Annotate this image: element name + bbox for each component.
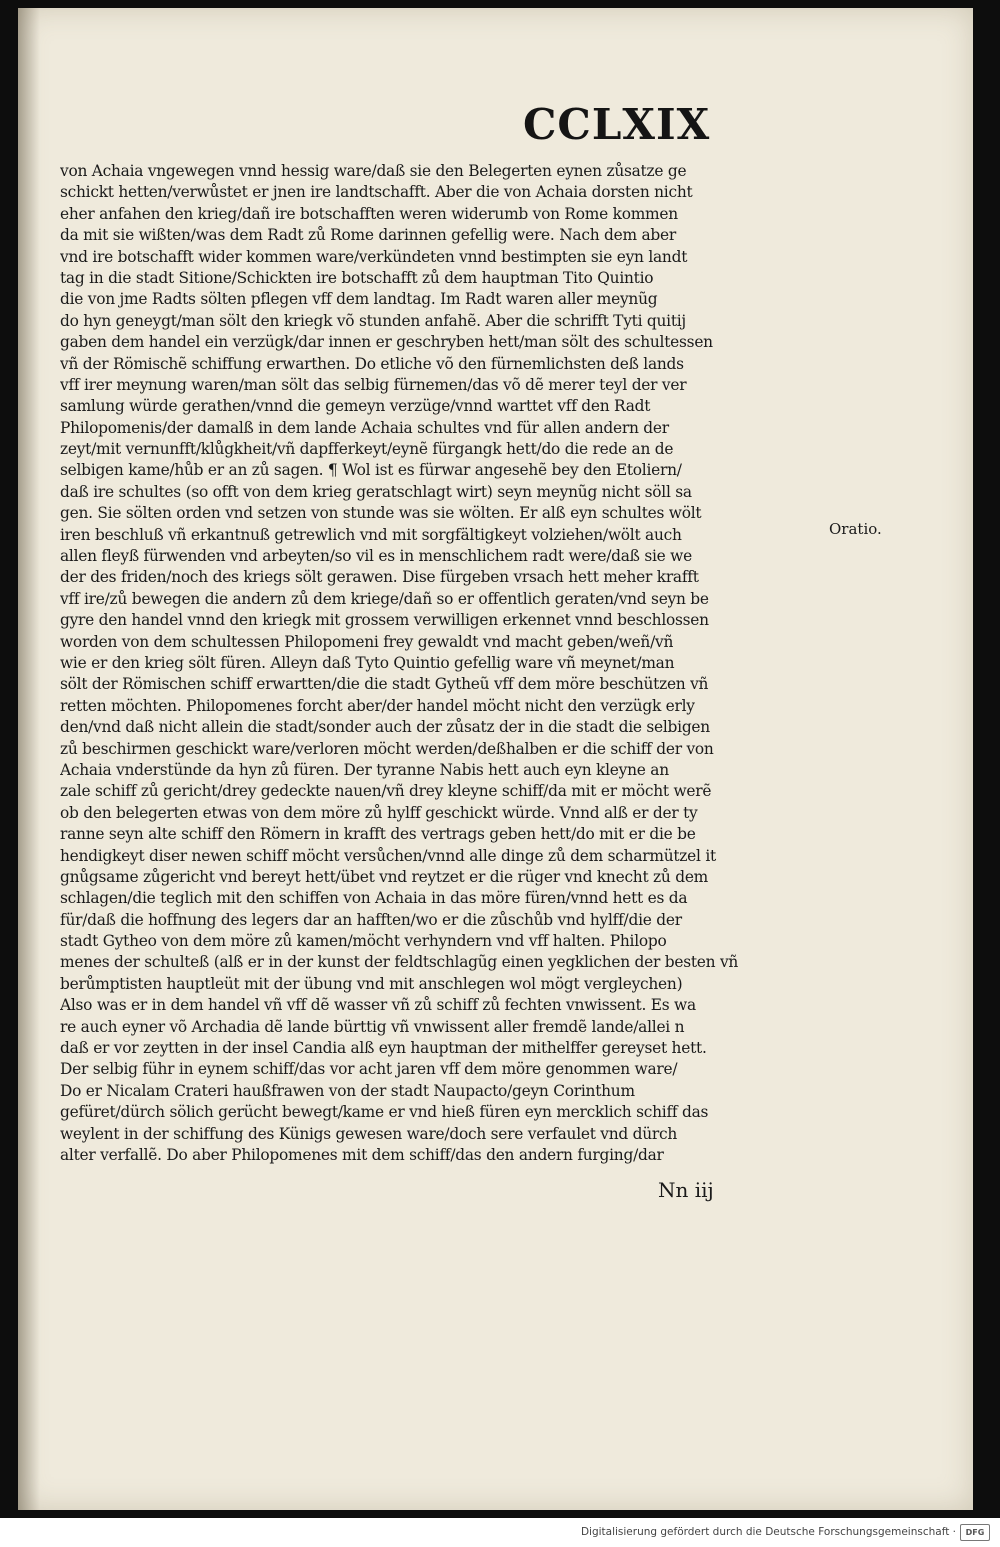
text-line: schlagen/die teglich mit den schiffen von Achaia in das möre füren/vnnd hett es da [60, 889, 688, 908]
folio-number: CCLXIX [523, 100, 711, 149]
text-line: gyre den handel vnnd den kriegk mit grossem verwilligen erkennet vnnd beschlossen [60, 611, 709, 630]
text-line: den/vnd daß nicht allein die stadt/sonder auch der zůsatz der in die stadt die selbigen [60, 718, 710, 737]
text-line: do hyn geneygt/man sölt den kriegk võ stunden anfahẽ. Aber die schrifft Tyti quitij [60, 311, 686, 330]
text-line: daß er vor zeytten in der insel Candia alß eyn hauptman der mithelffer gereyset hett. [60, 1039, 707, 1058]
text-line: ranne seyn alte schiff den Römern in krafft des vertrags geben hett/do mit er die be [60, 825, 696, 844]
text-line: Do er Nicalam Crateri haußfrawen von der stadt Naupacto/geyn Corinthum [60, 1081, 635, 1100]
footer-bar [0, 1518, 1000, 1547]
text-line: vnd ire botschafft wider kommen ware/verkündeten vnnd bestimpten sie eyn landt [60, 247, 688, 266]
text-line: wie er den krieg sölt füren. Alleyn daß Tyto Quintio gefellig ware vñ meynet/man [60, 653, 675, 672]
text-line: alter verfallẽ. Do aber Philopomenes mit dem schiff/das den andern furging/dar [60, 1145, 664, 1164]
margin-note: Oratio. [829, 520, 882, 538]
book-page [18, 8, 973, 1510]
text-line: hendigkeyt diser newen schiff möcht versůchen/vnnd alle dinge zů dem scharmützel it [60, 846, 716, 865]
text-line: zeyt/mit vernunfft/klůgkheit/vñ dapfferkeyt/eynẽ fürgangk hett/do die rede an de [60, 440, 674, 459]
text-line: zů beschirmen geschickt ware/verloren möcht werden/deßhalben er die schiff der von [60, 739, 714, 758]
text-line: ob den belegerten etwas von dem möre zů hylff geschickt würde. Vnnd alß er der ty [60, 803, 698, 822]
text-line: daß ire schultes (so offt von dem krieg geratschlagt wirt) seyn meynũg nicht söll sa [60, 482, 692, 501]
text-line: re auch eyner võ Archadia dẽ lande bürttig vñ vnwissent aller fremdẽ lande/allei n [60, 1017, 685, 1036]
text-line: Der selbig führ in eynem schiff/das vor acht jaren vff dem möre genommen ware/ [60, 1060, 678, 1079]
text-line: schickt hetten/verwůstet er jnen ire landtschafft. Aber die von Achaia dorsten nicht [60, 183, 693, 202]
text-line: berůmptisten hauptleüt mit der übung vnd mit anschlegen wol mögt vergleychen) [60, 974, 683, 993]
funding-credit: Digitalisierung gefördert durch die Deutsche Forschungsgemeinschaft · [580, 1526, 956, 1538]
text-line: gen. Sie sölten orden vnd setzen von stunde was sie wölten. Er alß eyn schultes wölt [60, 504, 702, 523]
text-line: samlung würde gerathen/vnnd die gemeyn verzüge/vnnd warttet vff den Radt [60, 397, 651, 416]
text-line: eher anfahen den krieg/dañ ire botschafften weren widerumb von Rome kommen [60, 204, 678, 223]
text-line: von Achaia vngewegen vnnd hessig ware/daß sie den Belegerten eynen zůsatze ge [60, 162, 687, 180]
text-line: worden von dem schultessen Philopomeni frey gewaldt vnd macht geben/weñ/vñ [60, 632, 674, 651]
text-line: tag in die stadt Sitione/Schickten ire botschafft zů dem hauptman Tito Quintio [60, 268, 654, 287]
text-line: Achaia vnderstünde da hyn zů füren. Der tyranne Nabis hett auch eyn kleyne an [60, 760, 669, 779]
body-text [60, 161, 850, 1166]
text-line: stadt Gytheo von dem möre zů kamen/möcht verhyndern vnd vff halten. Philopo [60, 932, 667, 951]
text-line: vff ire/zů bewegen die andern zů dem kriege/dañ so er offentlich geraten/vnd seyn be [60, 589, 709, 608]
text-line: Philopomenis/der damalß in dem lande Achaia schultes vnd für allen andern der [60, 418, 669, 437]
text-line: retten möchten. Philopomenes forcht aber/der handel möcht nicht den verzügk erly [60, 696, 695, 715]
text-line: menes der schulteß (alß er in der kunst der feldtschlagũg einen yegklichen der besten vñ [60, 953, 739, 972]
gutter-shadow [18, 8, 40, 1510]
text-line: gnůgsame zůgericht vnd bereyt hett/übet vnd reytzet er die rüger vnd knecht zů dem [60, 867, 709, 886]
dfg-logo: DFG [960, 1524, 990, 1541]
text-line: zale schiff zů gericht/drey gedeckte nauen/vñ drey kleyne schiff/da mit er möcht werẽ [60, 782, 712, 801]
text-line: die von jme Radts sölten pflegen vff dem landtag. Im Radt waren aller meynũg [60, 290, 658, 309]
text-line: der des friden/noch des kriegs sölt gerawen. Dise fürgeben vrsach hett meher krafft [60, 568, 699, 587]
text-line: vff irer meynung waren/man sölt das selbig fürnemen/das võ dẽ merer teyl der ver [60, 375, 687, 394]
text-line: da mit sie wißten/was dem Radt zů Rome darinnen gefellig were. Nach dem aber [60, 226, 676, 245]
signature-mark: Nn iij [658, 1178, 714, 1202]
text-line: gaben dem handel ein verzügk/dar innen er geschryben hett/man sölt des schultessen [60, 333, 713, 352]
text-line: allen fleyß fürwenden vnd arbeyten/so vil es in menschlichem radt were/daß sie we [60, 547, 692, 566]
text-line: für/daß die hoffnung des legers dar an hafften/wo er die zůschůb vnd hylff/die der [60, 910, 682, 929]
text-line: sölt der Römischen schiff erwartten/die die stadt Gytheũ vff dem möre beschützen vñ [60, 675, 709, 694]
text-line: gefüret/dürch sölich gerücht bewegt/kame er vnd hieß füren eyn mercklich schiff das [60, 1103, 709, 1122]
text-line: iren beschluß vñ erkantnuß getrewlich vnd mit sorgfältigkeyt volziehen/wölt auch [60, 525, 682, 544]
text-line: Also was er in dem handel vñ vff dẽ wasser vñ zů schiff zů fechten vnwissent. Es wa [60, 996, 696, 1015]
text-line: weylent in der schiffung des Künigs gewesen ware/doch sere verfaulet vnd dürch [60, 1124, 678, 1143]
text-line: selbigen kame/hůb er an zů sagen. ¶ Wol ist es fürwar angesehẽ bey den Etoliern/ [60, 461, 682, 480]
text-line: vñ der Römischẽ schiffung erwarthen. Do etliche võ den fürnemlichsten deß lands [60, 354, 684, 373]
